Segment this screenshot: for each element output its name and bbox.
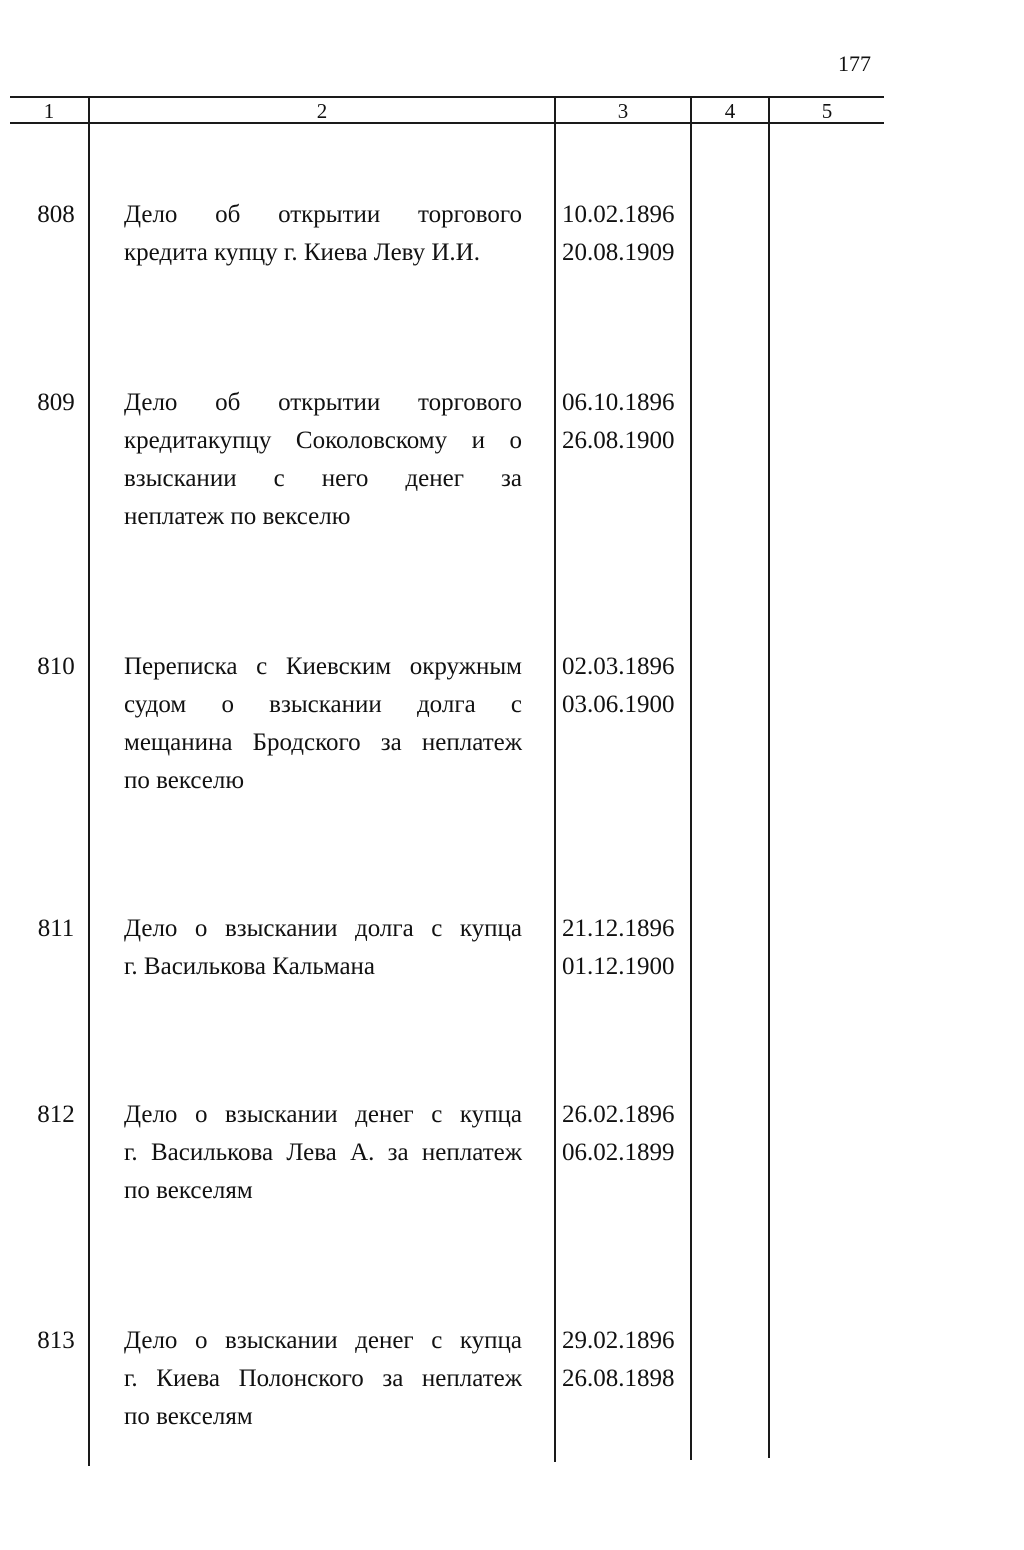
description-line: Дело об открытии торгового [124,389,522,416]
description-line: Дело о взыскании денег с купца [124,1101,522,1128]
date-start: 26.02.1896 [562,1101,675,1128]
row-dates [562,196,692,272]
date-start: 29.02.1896 [562,1327,675,1354]
column-header-4: 4 [724,99,736,123]
column-divider-2 [554,96,556,1462]
row-dates [562,910,692,986]
column-divider-3 [690,96,692,1460]
date-end: 06.02.1899 [562,1139,675,1166]
date-end: 03.06.1900 [562,691,675,718]
date-start: 10.02.1896 [562,201,675,228]
row-number: 808 [37,201,75,228]
date-start: 21.12.1896 [562,915,675,942]
row-dates [562,384,692,460]
page-number: 177 [838,51,871,76]
column-divider-4 [768,96,770,1458]
description-line: кредитакупцу Соколовскому и о [124,427,522,454]
description-line: г. Киева Полонского за неплатеж [124,1365,522,1392]
description-line: Дело о взыскании денег с купца [124,1327,522,1354]
row-number: 813 [37,1327,75,1354]
description-line: Дело об открытии торгового [124,201,522,228]
description-line: по векселям [124,1177,253,1204]
column-header-3: 3 [617,99,629,123]
date-end: 26.08.1898 [562,1365,675,1392]
description-line: судом о взыскании долга с [124,691,522,718]
row-number: 811 [37,915,75,942]
description-line: неплатеж по векселю [124,503,351,530]
description-line: по векселям [124,1403,253,1430]
row-dates [562,1322,692,1398]
row-dates [562,1096,692,1172]
row-number: 812 [37,1101,75,1128]
description-line: кредита купцу г. Киева Леву И.И. [124,239,480,266]
column-header-2: 2 [316,99,328,123]
row-dates [562,648,692,724]
column-header-1: 1 [43,99,55,123]
row-description [124,1096,522,1210]
date-start: 06.10.1896 [562,389,675,416]
date-end: 20.08.1909 [562,239,675,266]
row-description [124,910,522,986]
date-end: 01.12.1900 [562,953,675,980]
row-number: 810 [37,653,75,680]
row-description [124,1322,522,1436]
description-line: г. Василькова Кальмана [124,953,376,980]
row-number: 809 [37,389,75,416]
column-header-5: 5 [821,99,833,123]
description-line: мещанина Бродского за неплатеж [124,729,522,756]
description-line: г. Василькова Лева А. за неплатеж [124,1139,522,1166]
row-description [124,648,522,800]
row-description [124,384,522,536]
description-line: Переписка с Киевским окружным [124,653,522,680]
date-start: 02.03.1896 [562,653,675,680]
column-divider-1 [88,96,90,1466]
description-line: по векселю [124,767,245,794]
date-end: 26.08.1900 [562,427,675,454]
description-line: Дело о взыскании долга с купца [124,915,522,942]
row-description [124,196,522,272]
description-line: взыскании с него денег за [124,465,522,492]
